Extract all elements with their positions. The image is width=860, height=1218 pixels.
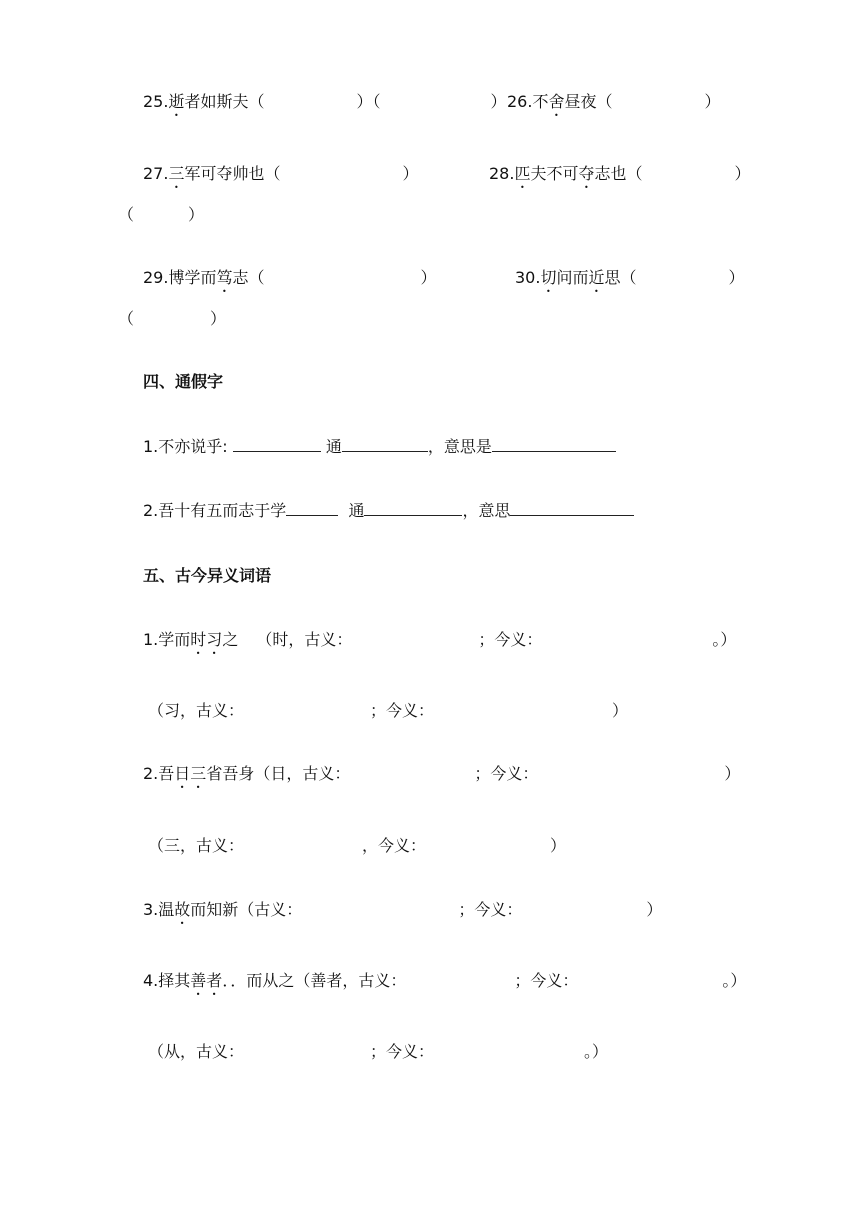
q27-line (143, 164, 419, 192)
s5-q4a-label: 而从之（善者，古义： (246, 971, 407, 990)
q27-text: 军可夺帅也（ (184, 164, 281, 183)
q30-text-mid: 问而 (556, 268, 589, 287)
q25-paren-mid: ）（ (356, 92, 381, 111)
section4-title: 四、通假字 (143, 372, 224, 391)
s5-q4b-label: （从，古义： (148, 1042, 245, 1061)
s5-q1b-end: ） (612, 701, 629, 720)
q30-key-char-1: 切 (540, 268, 557, 287)
s4-q2-blank-3[interactable] (510, 501, 634, 516)
q28-text-mid: 夫不可 (530, 164, 579, 183)
q28-second-blank (118, 205, 204, 225)
s5-q1a-line (143, 630, 736, 658)
s4-q1-line (143, 437, 616, 457)
s5-q2a-line (143, 764, 740, 792)
s5-q4-key-char-2: 者 (206, 971, 223, 990)
q27-key-char: 三 (168, 164, 185, 183)
q30b-paren-close: ） (210, 309, 227, 328)
s4-q1-blank-3[interactable] (492, 437, 616, 452)
s5-q4b-line (148, 1042, 608, 1062)
q28-text: 志也（ (594, 164, 643, 183)
q29-text: 志（ (232, 268, 265, 287)
q27-number: 27. (143, 164, 169, 183)
q30-number: 30. (515, 268, 541, 287)
s5-q2-key-char-2: 三 (190, 764, 207, 783)
q28-paren-close: ） (734, 164, 751, 183)
q26-line (507, 92, 721, 120)
q29-pre: 博学而 (168, 268, 217, 287)
s5-q1b-line (148, 701, 628, 721)
q26-number: 26. (507, 92, 533, 111)
q30-text: 思（ (604, 268, 637, 287)
q25-key-char: 逝 (168, 92, 185, 111)
s5-q2-number: 2.吾 (143, 764, 175, 783)
q29-line (143, 268, 437, 296)
s5-q2b-line (148, 836, 566, 856)
s5-q1-number: 1.学而 (143, 630, 191, 649)
q25-paren-close: ） (490, 92, 507, 111)
s5-q3-label: 而知新（古义： (190, 900, 303, 919)
q25-number: 25. (143, 92, 169, 111)
s5-q2b-end: ） (550, 836, 567, 855)
s5-q4b-end: 。） (584, 1042, 609, 1061)
s5-q1a-label: （时，古义： (256, 630, 353, 649)
s5-q1a-end: 。） (712, 630, 737, 649)
q27-paren-close: ） (402, 164, 419, 183)
s4-q2-blank-2[interactable] (364, 501, 462, 516)
s4-q1-meaning-label: ，意思是 (427, 437, 492, 456)
q26-pre: 不 (532, 92, 549, 111)
s4-q2-meaning-label: ，意思 (462, 501, 511, 520)
s5-q3-number: 3.温 (143, 900, 175, 919)
s5-q3-line (143, 900, 662, 928)
s5-q4b-semi: ；今义： (370, 1042, 435, 1061)
q28-line (489, 164, 751, 192)
s5-q4-number: 4.择其 (143, 971, 191, 990)
s5-q2a-end: ） (724, 764, 741, 783)
s4-q1-text: 1.不亦说乎: (143, 437, 228, 456)
s5-q1b-semi: ；今义： (370, 701, 435, 720)
q25-text: 者如斯夫（ (184, 92, 265, 111)
s4-q2-blank-1[interactable] (286, 501, 338, 516)
s5-q1a-semi: ；今义： (478, 630, 543, 649)
s5-q1-text: 之 (222, 630, 239, 649)
s5-q2a-semi: ；今义： (474, 764, 539, 783)
s5-q1b-label: （习，古义： (148, 701, 245, 720)
s5-q2b-label: （三，古义： (148, 836, 245, 855)
q30-line (515, 268, 745, 296)
s4-q1-blank-1[interactable] (233, 437, 321, 452)
q28-key-char-2: 夺 (578, 164, 595, 183)
s5-q4a-semi: ；今义： (514, 971, 579, 990)
s4-q2-line (143, 501, 634, 521)
q26-paren-close: ） (704, 92, 721, 111)
q26-text: 昼夜（ (564, 92, 613, 111)
q28-number: 28. (489, 164, 515, 183)
s5-q2b-semi: ，今义： (362, 836, 427, 855)
q29-paren-close: ） (420, 268, 437, 287)
s5-q4-key-char-1: 善 (190, 971, 207, 990)
s5-q2a-label: 省吾身（日，古义： (206, 764, 351, 783)
s5-q4a-end: 。） (722, 971, 747, 990)
s4-q2-text: 2.吾十有五而志于学 (143, 501, 287, 520)
q29-number: 29. (143, 268, 169, 287)
q30-paren-close: ） (728, 268, 745, 287)
s5-q4a-line (143, 971, 746, 999)
s5-q3-semi: ；今义： (458, 900, 523, 919)
s5-q3-key-char: 故 (174, 900, 191, 919)
q28b-paren-close: ） (188, 205, 205, 224)
s4-q1-blank-2[interactable] (342, 437, 428, 452)
s4-q2-tong: 通 (348, 501, 365, 520)
s5-q2-key-char-1: 日 (174, 764, 191, 783)
q28-key-char-1: 匹 (514, 164, 531, 183)
s4-q1-tong: 通 (325, 437, 342, 456)
s5-q3-end: ） (646, 900, 663, 919)
s5-q4-dots: ．． (222, 971, 247, 990)
q25-line (143, 92, 507, 120)
q29-key-char: 笃 (216, 268, 233, 287)
q26-key-char: 舍 (548, 92, 565, 111)
s5-q1-key-char-2: 习 (206, 630, 223, 649)
s5-q1-key-char-1: 时 (190, 630, 207, 649)
q30b-paren-open: （ (118, 309, 135, 328)
q30-key-char-2: 近 (588, 268, 605, 287)
q30-second-blank (118, 309, 226, 329)
q28b-paren-open: （ (118, 205, 135, 224)
section5-title: 五、古今异义词语 (143, 566, 272, 585)
